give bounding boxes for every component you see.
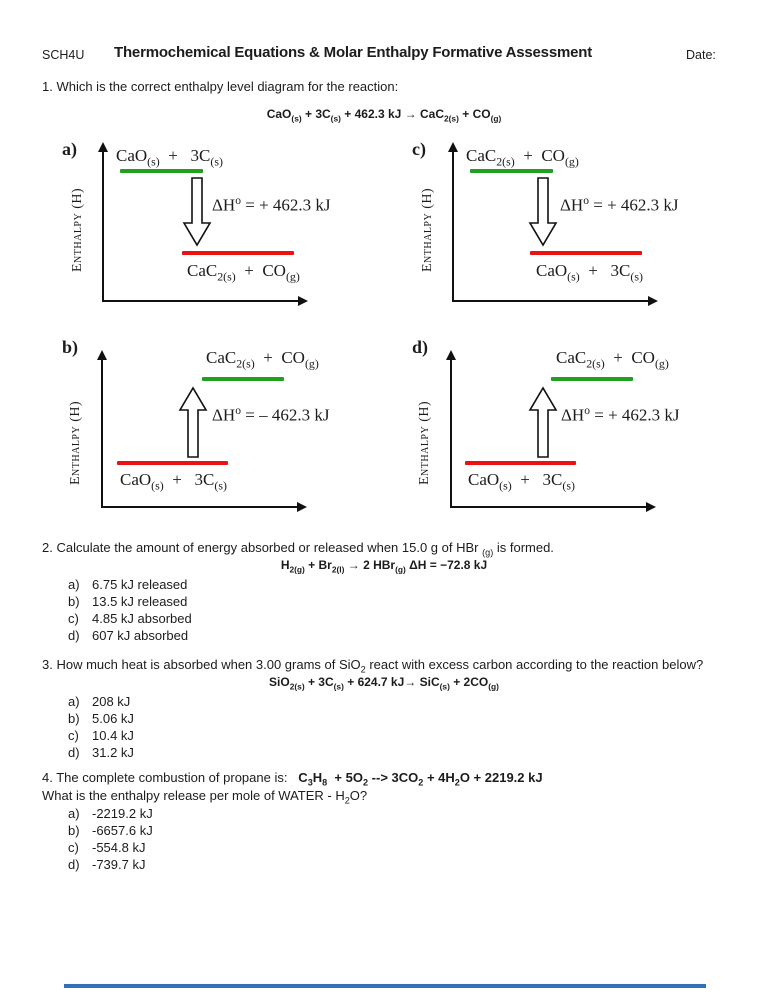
q3-option-a xyxy=(68,694,130,709)
option-letter: d) xyxy=(68,745,80,760)
option-letter: b) xyxy=(68,711,80,726)
diagram-b-products-label: $CaC_{2(s)} + CO_{(g)}$ xyxy=(206,348,319,371)
diagram-a-x-axis xyxy=(102,300,300,302)
diagram-b-low-level xyxy=(117,461,228,465)
diagram-d-yaxis-title: Enthalpy (H) xyxy=(417,400,432,486)
diagram-c-y-axis xyxy=(452,150,454,302)
diagram-a-low-level xyxy=(182,251,294,255)
option-text: 4.85 kJ absorbed xyxy=(92,611,192,626)
diagram-b-y-axis xyxy=(101,358,103,508)
option-text: -2219.2 kJ xyxy=(92,806,153,821)
q3-option-c xyxy=(68,728,134,743)
option-text: 10.4 kJ xyxy=(92,728,134,743)
diagram-a-label: a) xyxy=(62,139,77,159)
option-text: -554.8 kJ xyxy=(92,840,146,855)
diagram-a-y-axis xyxy=(102,150,104,302)
diagram-b-x-axis xyxy=(101,506,299,508)
course-code: SCH4U xyxy=(42,48,85,62)
option-text: 607 kJ absorbed xyxy=(92,628,189,643)
diagram-d-x-axis xyxy=(450,506,648,508)
question-4-prompt: 4. The complete combustion of propane is: $C_3H_8 + 5O_2$ --> $3CO_2 + 4H_2O + 2219.2$ kJ xyxy=(42,770,543,788)
option-letter: d) xyxy=(68,857,80,872)
diagram-c-down-arrow-icon xyxy=(528,177,558,247)
q3-option-b xyxy=(68,711,134,726)
option-text: -739.7 kJ xyxy=(92,857,146,872)
diagram-c-delta-h-label: $\Delta H^o$ = + 462.3 kJ xyxy=(560,194,679,215)
q2-option-a xyxy=(68,577,187,592)
diagram-c-yaxis-title: Enthalpy (H) xyxy=(420,187,435,273)
option-letter: b) xyxy=(68,594,80,609)
diagram-d-reactants-label: $CaO_{(s)} + 3C_{(s)}$ xyxy=(468,470,575,493)
option-letter: b) xyxy=(68,823,80,838)
q3-option-d xyxy=(68,745,134,760)
option-text: -6657.6 kJ xyxy=(92,823,153,838)
diagram-d-high-level xyxy=(551,377,633,381)
question-3-prompt: 3. How much heat is absorbed when 3.00 grams of SiO$_2$ react with excess carbon according to the reaction below? xyxy=(42,657,704,675)
option-letter: a) xyxy=(68,577,80,592)
option-letter: c) xyxy=(68,728,79,743)
question-3-equation: $SiO_{2(s)} + 3C_{(s)} + 624.7$ $kJ\to SiC_{(s)} + 2CO_{(g)}$ xyxy=(269,675,499,692)
option-letter: c) xyxy=(68,840,79,855)
diagram-a-yaxis-title: Enthalpy (H) xyxy=(70,187,85,273)
question-2-equation: $H_{2(g)} + Br_{2(l)} \to 2$ HBr$_{(g)}$ ΔH = −72.8 kJ xyxy=(280,558,488,575)
diagram-a-delta-h-label: $\Delta H^o$ = + 462.3 kJ xyxy=(212,194,331,215)
option-letter: c) xyxy=(68,611,79,626)
diagram-a-down-arrow-icon xyxy=(182,177,212,247)
diagram-c-label: c) xyxy=(412,139,426,159)
question-4-prompt-line2: What is the enthalpy release per mole of WATER - $H_2O$? xyxy=(42,788,368,806)
diagram-a-xaxis-arrow-icon xyxy=(298,296,308,306)
diagram-b-high-level xyxy=(202,377,284,381)
option-text: 5.06 kJ xyxy=(92,711,134,726)
diagram-c-x-axis xyxy=(452,300,650,302)
question-1-equation: $CaO_{(s)} + 3C_{(s)} + 462.3$ kJ → $CaC_{2(s)} + CO_{(g)}$ xyxy=(266,107,502,124)
q2-option-b xyxy=(68,594,187,609)
option-letter: d) xyxy=(68,628,80,643)
diagram-d-low-level xyxy=(465,461,576,465)
option-text: 13.5 kJ released xyxy=(92,594,188,609)
diagram-d-label: d) xyxy=(412,337,429,357)
option-letter: a) xyxy=(68,806,80,821)
diagram-b-up-arrow-icon xyxy=(178,386,208,458)
q4-option-d xyxy=(68,857,145,872)
diagram-d-xaxis-arrow-icon xyxy=(646,502,656,512)
date-label: Date: xyxy=(686,48,716,62)
diagram-b-xaxis-arrow-icon xyxy=(297,502,307,512)
diagram-c-high-level xyxy=(470,169,553,173)
question-2-prompt: 2. Calculate the amount of energy absorbed or released when 15.0 g of HBr $_{(g)}$ is formed. xyxy=(42,540,554,558)
q4-option-a xyxy=(68,806,153,821)
diagram-b-label: b) xyxy=(62,337,79,357)
diagram-a-reactants-label: $CaO_{(s)} + 3C_{(s)}$ xyxy=(116,146,223,169)
q2-option-d xyxy=(68,628,188,643)
question-1-prompt: 1. Which is the correct enthalpy level diagram for the reaction: xyxy=(42,79,399,94)
option-letter: a) xyxy=(68,694,80,709)
diagram-d-y-axis xyxy=(450,358,452,508)
diagram-b-delta-h-label: $\Delta H^o$ = – 462.3 kJ xyxy=(212,404,330,425)
diagram-b-reactants-label: $CaO_{(s)} + 3C_{(s)}$ xyxy=(120,470,227,493)
option-text: 31.2 kJ xyxy=(92,745,134,760)
diagram-d-products-label: $CaC_{2(s)} + CO_{(g)}$ xyxy=(556,348,669,371)
diagram-c-xaxis-arrow-icon xyxy=(648,296,658,306)
q2-option-c xyxy=(68,611,192,626)
option-text: 6.75 kJ released xyxy=(92,577,188,592)
page-title: Thermochemical Equations & Molar Enthalpy Formative Assessment xyxy=(114,44,593,61)
diagram-d-delta-h-label: $\Delta H^o$ = + 462.3 kJ xyxy=(561,404,680,425)
diagram-c-low-level xyxy=(530,251,642,255)
diagram-a-high-level xyxy=(120,169,203,173)
diagram-d-up-arrow-icon xyxy=(528,386,558,458)
q4-option-b xyxy=(68,823,153,838)
q4-option-c xyxy=(68,840,145,855)
diagram-c-reactants-label: $CaC_{2(s)} + CO_{(g)}$ xyxy=(466,146,579,169)
diagram-b-yaxis-title: Enthalpy (H) xyxy=(68,400,83,486)
diagram-a-products-label: $CaC_{2(s)} + CO_{(g)}$ xyxy=(187,261,300,284)
footer-rule xyxy=(64,984,706,988)
diagram-c-products-label: $CaO_{(s)} + 3C_{(s)}$ xyxy=(536,261,643,284)
option-text: 208 kJ xyxy=(92,694,131,709)
